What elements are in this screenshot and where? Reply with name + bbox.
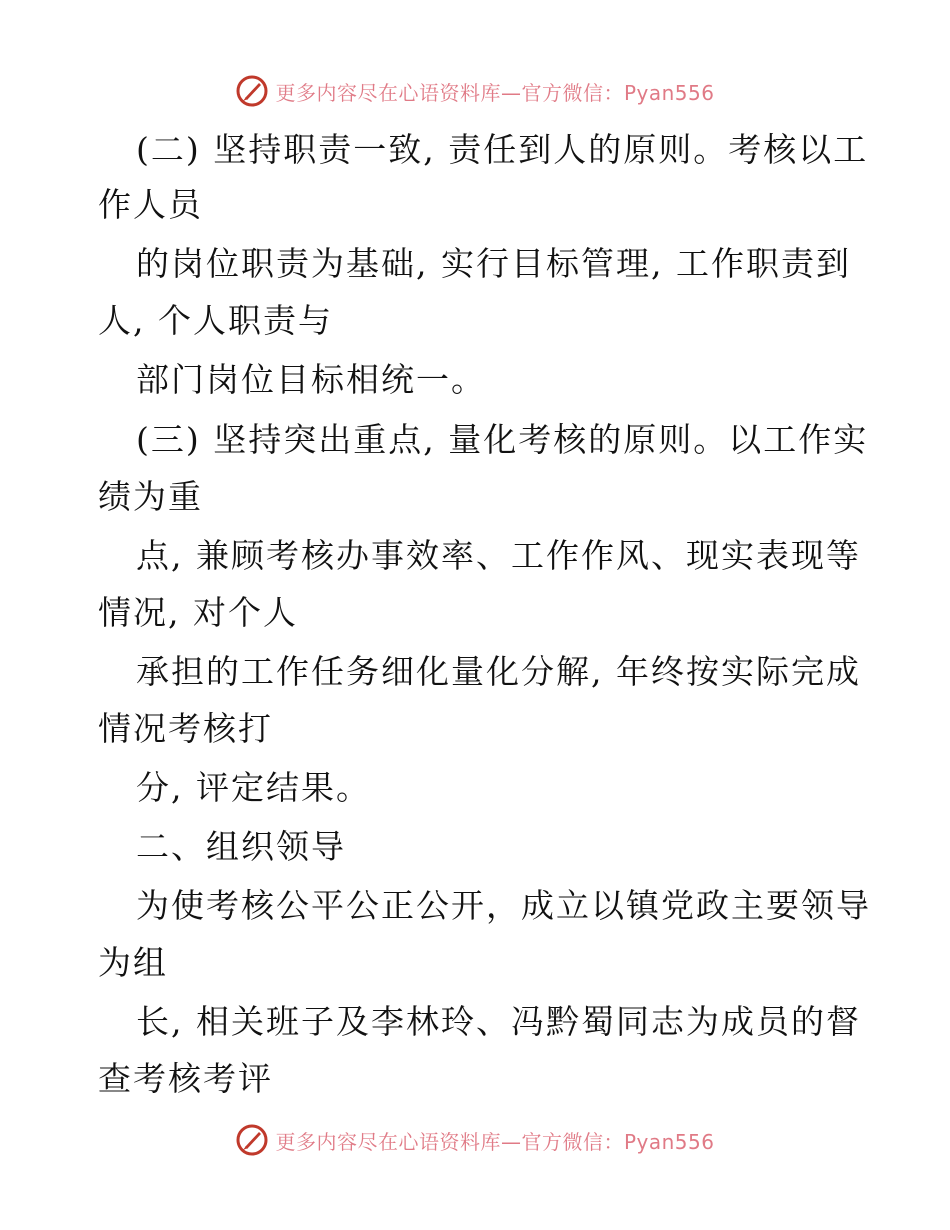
paragraph-line: 情况, 对个人 xyxy=(98,593,298,632)
watermark-text: 更多内容尽在心语资料库—官方微信：Pyan556 xyxy=(275,1129,715,1154)
paragraph-line: 绩为重 xyxy=(98,477,203,516)
paragraph-line: 部门岗位目标相统一。 xyxy=(136,360,486,399)
paragraph-line: 长, 相关班子及李林玲、冯黔蜀同志为成员的督 xyxy=(136,1002,861,1041)
quill-logo-icon xyxy=(235,74,269,108)
watermark-text: 更多内容尽在心语资料库—官方微信：Pyan556 xyxy=(275,80,715,105)
paragraph-line: 点, 兼顾考核办事效率、工作作风、现实表现等 xyxy=(136,536,861,575)
paragraph-line: 分, 评定结果。 xyxy=(136,768,371,807)
paragraph-line: (三) 坚持突出重点, 量化考核的原则。以工作实 xyxy=(136,420,869,459)
quill-logo-icon xyxy=(235,1123,269,1157)
paragraph-line: 查考核考评 xyxy=(98,1059,273,1098)
paragraph-line: 为使考核公平公正公开，成立以镇党政主要领导 xyxy=(136,886,871,925)
paragraph-line: (二) 坚持职责一致, 责任到人的原则。考核以工 xyxy=(136,130,869,169)
paragraph-line: 为组 xyxy=(98,943,168,982)
paragraph-line: 的岗位职责为基础, 实行目标管理, 工作职责到 xyxy=(136,244,851,283)
section-heading: 二、组织领导 xyxy=(136,827,346,866)
paragraph-line: 作人员 xyxy=(98,185,203,224)
watermark-header xyxy=(0,71,950,111)
paragraph-line: 人, 个人职责与 xyxy=(98,301,333,340)
paragraph-line: 情况考核打 xyxy=(98,709,273,748)
watermark-footer xyxy=(0,1120,950,1160)
paragraph-line: 承担的工作任务细化量化分解, 年终按实际完成 xyxy=(136,652,861,691)
